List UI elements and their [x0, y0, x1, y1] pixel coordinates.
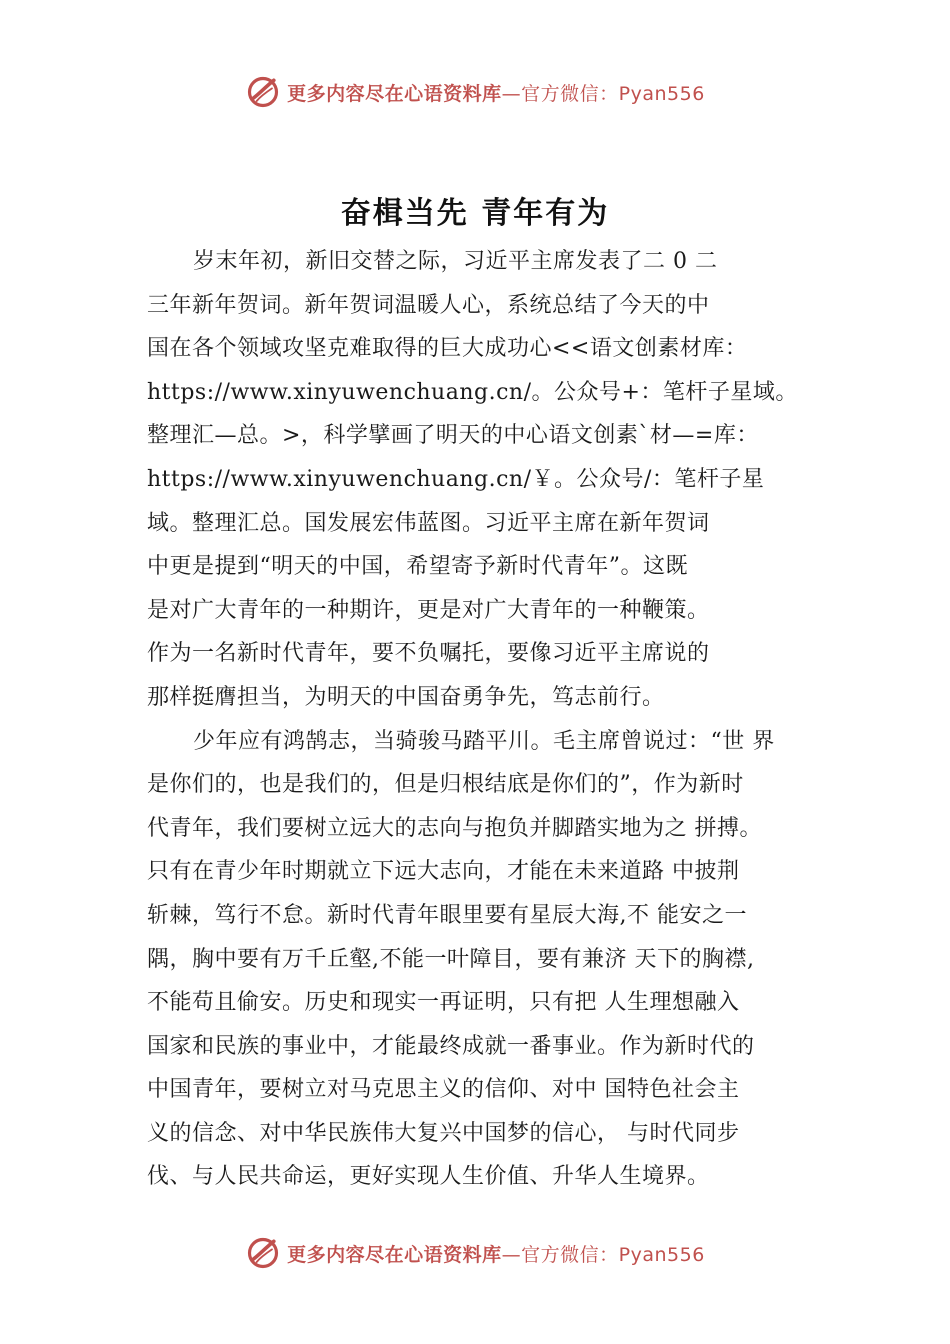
body-line: 三年新年贺词。新年贺词温暖人心，系统总结了今天的中 — [147, 292, 710, 318]
body-line: 中国青年，要树立对马克思主义的信仰、对中 国特色社会主 — [147, 1077, 740, 1103]
body-line: 是对广大青年的一种期许，更是对广大青年的一种鞭策。 — [147, 597, 710, 623]
body-line: 少年应有鸿鹄志，当骑骏马踏平川。毛主席曾说过：“世 界 — [193, 728, 775, 754]
document-title: 奋楫当先 青年有为 — [340, 196, 610, 231]
document-body — [147, 240, 847, 1199]
brush-logo-icon — [245, 74, 281, 110]
banner-text — [287, 1240, 705, 1267]
banner-text — [287, 79, 705, 106]
body-line: 那样挺膺担当，为明天的中国奋勇争先，笃志前行。 — [147, 684, 665, 710]
body-line: 代青年，我们要树立远大的志向与抱负并脚踏实地为之 拼搏。 — [147, 815, 762, 841]
banner-text-bold: 更多内容尽在心语资料库 — [287, 82, 502, 105]
body-line: 中更是提到“明天的中国，希望寄予新时代青年”。这既 — [147, 554, 688, 580]
footer-banner — [0, 1231, 950, 1275]
header-banner — [0, 70, 950, 114]
body-line: 伐、与人民共命运，更好实现人生价值、升华人生境界。 — [147, 1164, 710, 1190]
banner-text-rest: —官方微信：Pyan556 — [501, 82, 705, 105]
body-line: 域。整理汇总。国发展宏伟蓝图。习近平主席在新年贺词 — [147, 510, 710, 536]
body-line: 国家和民族的事业中，才能最终成就一番事业。作为新时代的 — [147, 1033, 755, 1059]
body-line: 义的信念、对中华民族伟大复兴中国梦的信心， 与时代同步 — [147, 1120, 740, 1146]
body-line: 作为一名新时代青年，要不负嘱托，要像习近平主席说的 — [147, 641, 710, 667]
body-line: 隅，胸中要有万千丘壑,不能一叶障目，要有兼济 天下的胸襟, — [147, 946, 755, 972]
banner-text-rest: —官方微信：Pyan556 — [501, 1243, 705, 1266]
body-line: 只有在青少年时期就立下远大志向，才能在未来道路 中披荆 — [147, 859, 740, 885]
body-line: 国在各个领域攻坚克难取得的巨大成功心<<语文创素材库： — [147, 336, 748, 362]
body-line: https://www.xinyuwenchuang.cn/￥。公众号/：笔杆子星 — [147, 466, 765, 492]
body-line: https://www.xinyuwenchuang.cn/。公众号+：笔杆子星域。 — [147, 379, 798, 405]
brush-logo-icon — [245, 1235, 281, 1271]
body-line: 是你们的，也是我们的，但是归根结底是你们的”，作为新时 — [147, 772, 744, 798]
body-line: 不能苟且偷安。历史和现实一再证明，只有把 人生理想融入 — [147, 990, 740, 1016]
body-line: 岁末年初，新旧交替之际，习近平主席发表了二 0 二 — [193, 249, 718, 274]
banner-text-bold: 更多内容尽在心语资料库 — [287, 1243, 502, 1266]
body-line: 整理汇—总。>，科学擘画了明天的中心语文创素`材—=库： — [147, 423, 759, 449]
body-line: 斩棘，笃行不怠。新时代青年眼里要有星辰大海,不 能安之一 — [147, 902, 747, 928]
